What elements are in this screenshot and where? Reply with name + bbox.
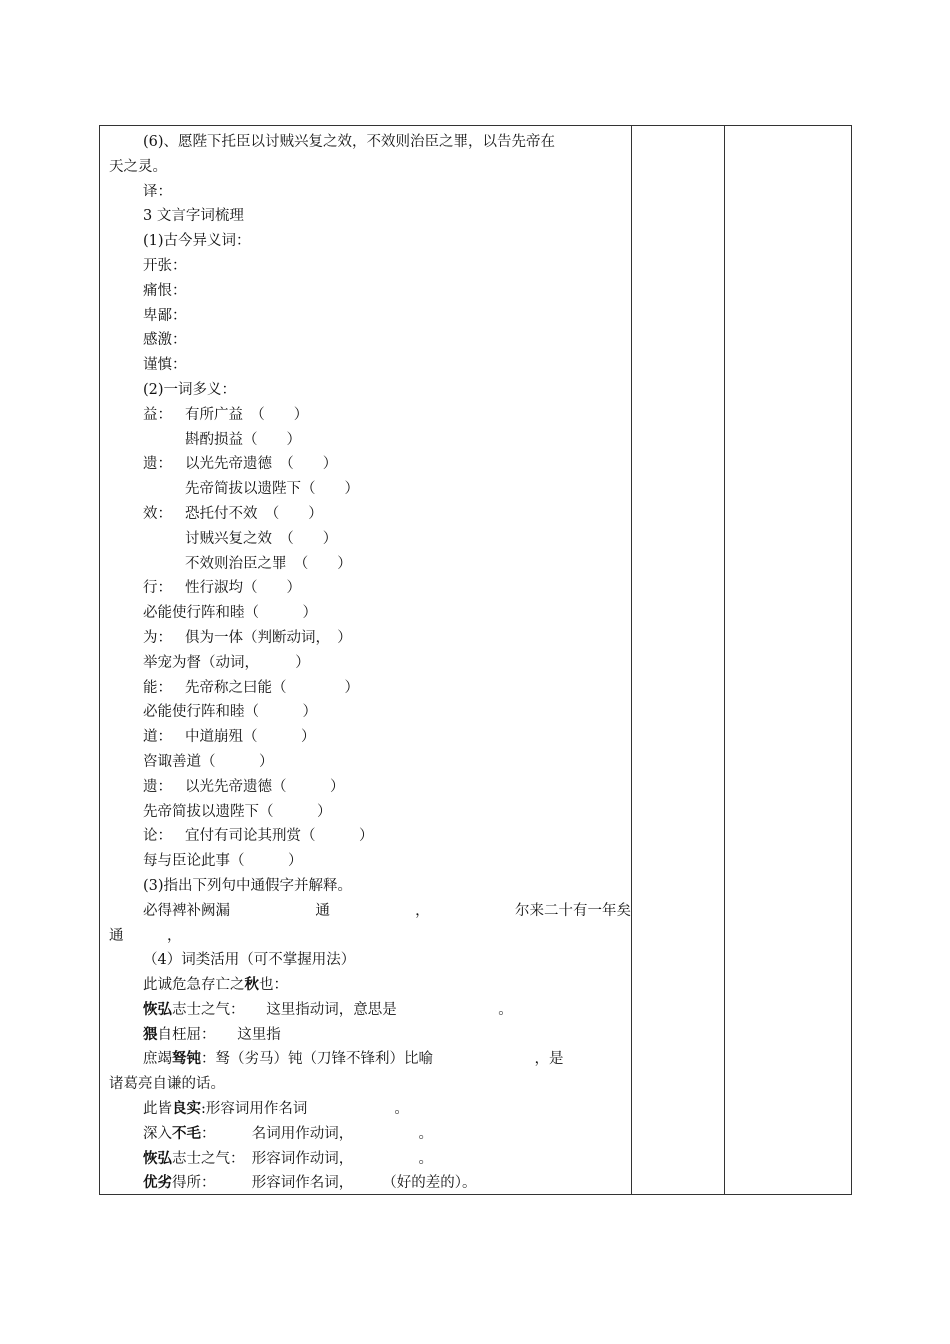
polysemy-char: 遗： bbox=[143, 778, 172, 795]
text-span: 此诚危急存亡之 bbox=[143, 977, 245, 994]
polysemy-example: 俱为一体（判断动词， ） bbox=[185, 629, 352, 646]
polysemy-example: 恐托付不效 （ ） bbox=[185, 505, 323, 522]
polysemy-example: 先帝简拔以遗陛下（ ） bbox=[143, 803, 332, 820]
text-span: 也： bbox=[259, 977, 288, 994]
conversion-item bbox=[109, 1171, 631, 1196]
keyword: 秋 bbox=[244, 976, 259, 994]
polysemy-example: 举宠为督（动词， ） bbox=[143, 654, 310, 671]
tongjia-line bbox=[109, 899, 631, 924]
polysemy-char: 遗： bbox=[143, 456, 172, 473]
text-line: 译： bbox=[143, 183, 172, 200]
text-span: 志士之气： 形容词作动词， 。 bbox=[172, 1150, 433, 1167]
polysemy-char: 论： bbox=[143, 828, 172, 845]
tongjia-label: 通 bbox=[315, 902, 330, 919]
keyword: 恢弘 bbox=[143, 1149, 172, 1167]
polysemy-example: 必能使行阵和睦（ ） bbox=[143, 704, 317, 721]
text-line: (6)、愿陛下托臣以讨贼兴复之效，不效则治臣之罪，以告先帝在 bbox=[143, 134, 556, 150]
conversion-item bbox=[109, 973, 631, 998]
conversion-item bbox=[109, 1023, 631, 1048]
polysemy-example: 性行淑均（ ） bbox=[185, 580, 301, 597]
text-span: ：驽（劣马）钝（刀锋不锋利）比喻 ，是 bbox=[201, 1051, 564, 1068]
column-divider bbox=[724, 126, 725, 1194]
polysemy-example: 每与臣论此事（ ） bbox=[143, 853, 303, 870]
polysemy-char: 行： bbox=[143, 580, 172, 597]
polysemy-item bbox=[109, 502, 631, 527]
polysemy-item bbox=[109, 676, 631, 701]
text-span: 得所： 形容词作名词， （好的差的）。 bbox=[172, 1175, 477, 1192]
text-line: 诸葛亮自谦的话。 bbox=[109, 1076, 225, 1093]
polysemy-item bbox=[109, 626, 631, 651]
polysemy-example: 咨诹善道（ ） bbox=[143, 753, 274, 770]
vocab-item: 痛恨： bbox=[143, 282, 187, 299]
vocab-item: 卑鄙： bbox=[143, 307, 187, 324]
text-span: ： 名词用作动词， 。 bbox=[201, 1125, 433, 1142]
text-span: 深入 bbox=[143, 1125, 172, 1142]
column-divider bbox=[631, 126, 632, 1194]
conversion-item bbox=[109, 1147, 631, 1172]
conversion-item bbox=[109, 1047, 631, 1072]
keyword: 优劣 bbox=[143, 1174, 172, 1192]
text-span: 自枉屈： 这里指 bbox=[157, 1026, 281, 1043]
polysemy-char: 能： bbox=[143, 679, 172, 696]
polysemy-char: 效： bbox=[143, 505, 172, 522]
polysemy-example: 宜付有司论其刑赏（ ） bbox=[185, 828, 374, 845]
polysemy-item bbox=[109, 775, 631, 800]
subheading: (3)指出下列句中通假字并解释。 bbox=[143, 877, 353, 894]
keyword: 恢弘 bbox=[143, 1000, 172, 1018]
polysemy-char: 道： bbox=[143, 729, 172, 746]
conversion-item bbox=[109, 1097, 631, 1122]
subheading: （4）词类活用（可不掌握用法） bbox=[143, 952, 356, 969]
main-text-column bbox=[109, 130, 631, 1196]
tongjia-line: 通 ， bbox=[109, 927, 182, 944]
tongjia-comma: ， bbox=[415, 902, 430, 919]
polysemy-example: 以光先帝遗德 （ ） bbox=[185, 456, 338, 473]
polysemy-example: 斟酌损益（ ） bbox=[185, 431, 301, 448]
keyword: 猥 bbox=[143, 1025, 158, 1043]
polysemy-example: 不效则治臣之罪 （ ） bbox=[185, 555, 352, 572]
polysemy-example: 以光先帝遗德（ ） bbox=[185, 778, 345, 795]
text-line: 天之灵。 bbox=[109, 158, 167, 175]
conversion-item bbox=[109, 998, 631, 1023]
keyword: 良实 bbox=[172, 1100, 201, 1118]
keyword: 驽钝 bbox=[172, 1050, 201, 1068]
tongjia-sentence: 尔来二十有一年矣 bbox=[514, 902, 631, 919]
subheading: (2)一词多义： bbox=[143, 381, 237, 398]
text-span: 志士之气： 这里指动词，意思是 。 bbox=[172, 1001, 513, 1018]
polysemy-item bbox=[109, 576, 631, 601]
polysemy-item bbox=[109, 403, 631, 428]
text-span: :形容词用作名词 。 bbox=[201, 1101, 409, 1118]
polysemy-item bbox=[109, 824, 631, 849]
polysemy-example: 有所广益 （ ） bbox=[185, 406, 309, 423]
polysemy-example: 先帝称之曰能（ ） bbox=[185, 679, 359, 696]
tongjia-sentence: 必得裨补阙漏 bbox=[143, 902, 230, 919]
conversion-item bbox=[109, 1122, 631, 1147]
polysemy-char: 为： bbox=[143, 629, 172, 646]
polysemy-example: 中道崩殂（ ） bbox=[185, 729, 316, 746]
polysemy-example: 必能使行阵和睦（ ） bbox=[143, 605, 317, 622]
polysemy-item bbox=[109, 452, 631, 477]
polysemy-char: 益： bbox=[143, 406, 172, 423]
vocab-item: 开张： bbox=[143, 257, 187, 274]
section-heading: 3 文言字词梳理 bbox=[143, 208, 244, 225]
polysemy-item bbox=[109, 725, 631, 750]
text-span: 此皆 bbox=[143, 1101, 172, 1118]
text-span: 庶竭 bbox=[143, 1051, 172, 1068]
lesson-table bbox=[99, 125, 852, 1195]
subheading: (1)古今异义词： bbox=[143, 233, 251, 250]
polysemy-example: 讨贼兴复之效 （ ） bbox=[185, 530, 338, 547]
keyword: 不毛 bbox=[172, 1124, 201, 1142]
polysemy-example: 先帝简拔以遗陛下（ ） bbox=[185, 481, 359, 498]
vocab-item: 感激： bbox=[143, 332, 187, 349]
vocab-item: 谨慎： bbox=[143, 357, 187, 374]
